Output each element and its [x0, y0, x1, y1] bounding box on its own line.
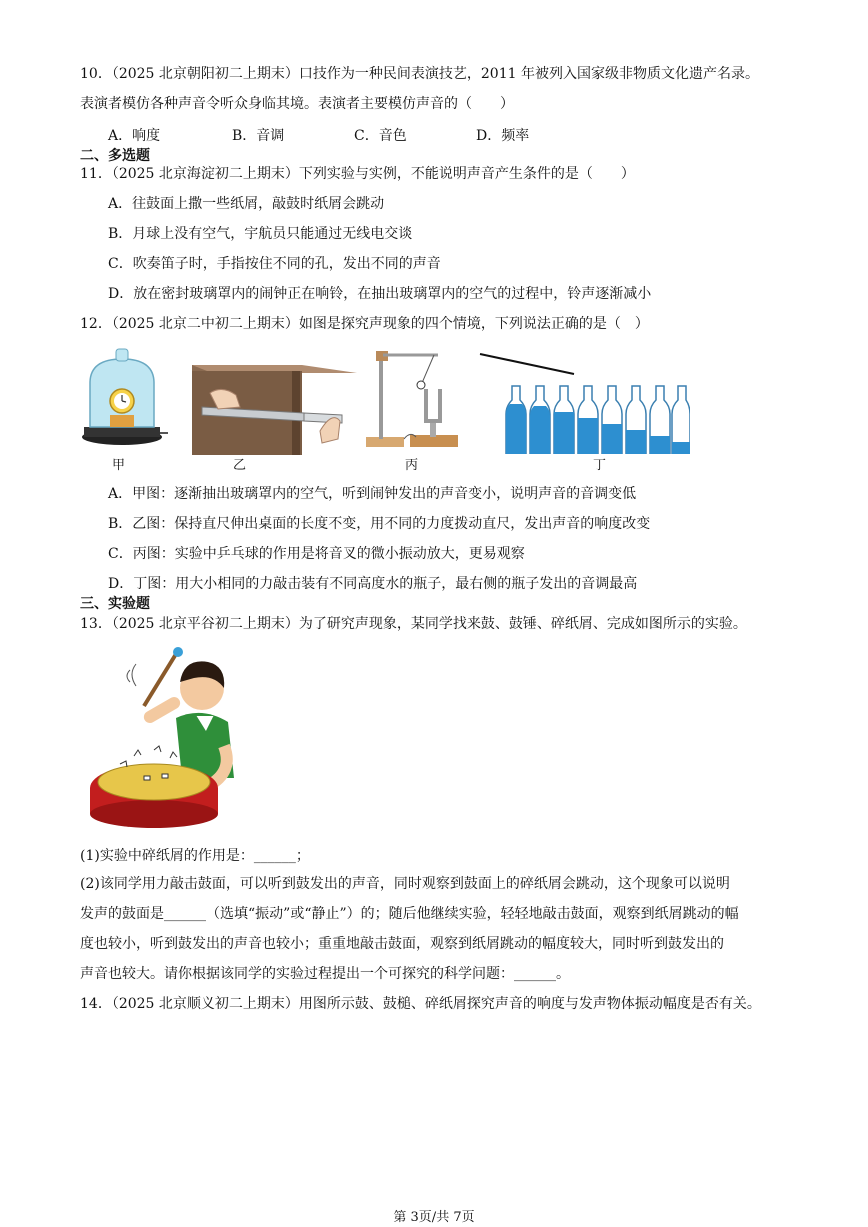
- q13-stem: 13．（2025 北京平谷初二上期末）为了研究声现象，某同学找来鼓、鼓锤、碎纸屑、完成如图所示的实验。: [80, 616, 747, 632]
- q10-line1: 10．（2025 北京朝阳初二上期末）口技作为一种民间表演技艺，2011 年被列入国家级非物质文化遗产名录。: [80, 66, 759, 82]
- q11-option-c: C．吹奏笛子时，手指按住不同的孔，发出不同的声音: [108, 256, 441, 272]
- q12-option-b: B．乙图：保持直尺伸出桌面的长度不变，用不同的力度拨动直尺，发出声音的响度改变: [108, 516, 651, 532]
- q10-option-a: A．响度: [108, 128, 161, 144]
- q12-option-a: A．甲图：逐渐抽出玻璃罩内的空气，听到闹钟发出的声音变小，说明声音的音调变低: [108, 486, 637, 502]
- section-title-experiment: 三、实验题: [80, 596, 150, 612]
- q10-option-b: B．音调: [232, 128, 285, 144]
- q13-part2-line2: 发声的鼓面是______（选填“振动”或“静止”）的；随后他继续实验，轻轻地敲击鼓面，观察到纸屑跳动的幅: [80, 906, 739, 922]
- figure-caption-jia: 甲: [112, 458, 126, 473]
- tuning-fork-figure: [366, 345, 466, 450]
- q11-option-d: D．放在密封玻璃罩内的闹钟正在响铃，在抽出玻璃罩内的空气的过程中，铃声逐渐减小: [108, 286, 652, 302]
- figure-caption-yi: 乙: [233, 458, 247, 473]
- water-bottles-figure: [478, 350, 690, 454]
- figure-caption-bing: 丙: [405, 458, 419, 473]
- drum-boy-figure: [84, 646, 244, 832]
- q13-part2-line1: (2)该同学用力敲击鼓面，可以听到鼓发出的声音，同时观察到鼓面上的碎纸屑会跳动，这个现象可以说明: [80, 876, 730, 892]
- figure-caption-ding: 丁: [593, 458, 607, 473]
- ruler-desk-figure: [192, 365, 357, 455]
- q14-stem: 14．（2025 北京顺义初二上期末）用图所示鼓、鼓槌、碎纸屑探究声音的响度与发声物体振动幅度是否有关。: [80, 996, 761, 1012]
- q12-option-d: D．丁图：用大小相同的力敲击装有不同高度水的瓶子，最右侧的瓶子发出的音调最高: [108, 576, 638, 592]
- q12-stem: 12．（2025 北京二中初二上期末）如图是探究声现象的四个情境，下列说法正确的是（ ）: [80, 316, 649, 332]
- q13-part2-line3: 度也较小，听到鼓发出的声音也较小；重重地敲击鼓面，观察到纸屑跳动的幅度较大，同时听到鼓发出的: [80, 936, 724, 952]
- q12-option-c: C．丙图：实验中乒乓球的作用是将音叉的微小振动放大，更易观察: [108, 546, 525, 562]
- q10-option-d: D．频率: [476, 128, 530, 144]
- q11-stem: 11．（2025 北京海淀初二上期末）下列实验与实例，不能说明声音产生条件的是（ ）: [80, 166, 635, 182]
- q10-option-c: C．音色: [354, 128, 407, 144]
- q11-option-a: A．往鼓面上撒一些纸屑，敲鼓时纸屑会跳动: [108, 196, 385, 212]
- section-title-multi-choice: 二、多选题: [80, 148, 150, 164]
- q13-part1: (1)实验中碎纸屑的作用是：______；: [80, 848, 310, 864]
- q10-line2: 表演者模仿各种声音令听众身临其境。表演者主要模仿声音的（ ）: [80, 96, 514, 112]
- bell-jar-figure: [80, 345, 170, 450]
- bottle-row: [506, 386, 690, 454]
- q11-option-b: B．月球上没有空气，宇航员只能通过无线电交谈: [108, 226, 413, 242]
- q13-part2-line4: 声音也较大。请你根据该同学的实验过程提出一个可探究的科学问题：______。: [80, 966, 570, 982]
- page-number: 第 3页/共 7页: [393, 1210, 475, 1225]
